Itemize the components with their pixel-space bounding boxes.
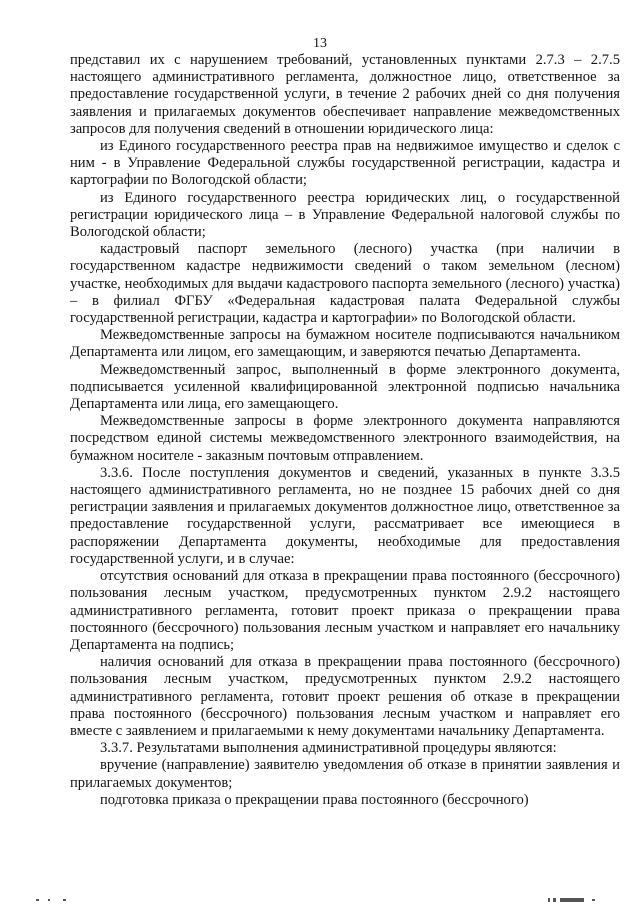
paragraph: из Единого государственного реестра прав на недвижимое имущество и сделок с ним - в Управление Федеральной службы государственной регистрации, кадастра и картографии по Вологодской области; <box>70 138 620 189</box>
page-number: 13 <box>313 36 327 51</box>
scan-dot <box>553 898 556 902</box>
paragraph: Межведомственные запросы на бумажном носителе подписываются начальником Департамента или лицом, его замещающим, и заверяются печатью Департамента. <box>70 327 620 361</box>
scan-dot <box>36 899 39 901</box>
paragraph: Межведомственные запросы в форме электронного документа направляются посредством единой системы межведомственного электронного взаимодействия, на бумажном носителе - заказным почтовым отправлением. <box>70 413 620 464</box>
scan-dot <box>48 899 50 901</box>
scan-dot <box>560 898 584 902</box>
scan-dot <box>63 899 66 901</box>
paragraph: отсутствия оснований для отказа в прекращении права постоянного (бессрочного) пользования лесным участком, предусмотренных пунктом 2.9.2 настоящего административного регламента, готовит проект приказа о прекращении права постоянного (бессрочного) пользования лесным участком и направляет его начальнику Департамента на подпись; <box>70 568 620 653</box>
paragraph: наличия оснований для отказа в прекращении права постоянного (бессрочного) пользования лесным участком, предусмотренных пунктом 2.9.2 настоящего административного регламента, готовит проект решения об отказе в прекращении права постоянного (бессрочного) пользования лесным участком и направляет его вместе с заявлением и прилагаемыми к нему документами начальнику Департамента. <box>70 654 620 739</box>
paragraph: кадастровый паспорт земельного (лесного) участка (при наличии в государственном кадастре недвижимости сведений о таком земельном (лесном) участке, необходимых для выдачи кадастрового паспорта земельного (лесного) участка) – в филиал ФГБУ «Федеральная кадастровая палата Федеральной службы государственной регистрации, кадастра и картографии» по Вологодской области. <box>70 241 620 327</box>
paragraph: Межведомственный запрос, выполненный в форме электронного документа, подписывается усиленной квалифицированной электронной подписью начальника Департамента или лица, его замещающего. <box>70 361 620 413</box>
document-body <box>70 52 620 809</box>
paragraph: из Единого государственного реестра юридических лиц, о государственной регистрации юридического лица – в Управление Федеральной налоговой службы по Вологодской области; <box>70 189 620 241</box>
scan-dot <box>592 899 595 901</box>
scan-artifacts <box>0 891 640 905</box>
scan-dot <box>548 898 550 902</box>
paragraph: 3.3.7. Результатами выполнения административной процедуры являются: <box>100 740 557 757</box>
paragraph: подготовка приказа о прекращении права постоянного (бессрочного) <box>100 791 529 808</box>
paragraph: представил их с нарушением требований, установленных пунктами 2.7.3 – 2.7.5 настоящего административного регламента, должностное лицо, ответственное за предоставление государственной услуги, в течение 2 рабочих дней со дня получения заявления и прилагаемых документов обеспечивает направление межведомственных запросов для получения сведений в отношении юридического лица: <box>70 52 620 137</box>
paragraph: вручение (направление) заявителю уведомления об отказе в принятии заявления и прилагаемых документов; <box>70 757 620 791</box>
paragraph: 3.3.6. После поступления документов и сведений, указанных в пункте 3.3.5 настоящего административного регламента, но не позднее 15 рабочих дней со дня регистрации заявления и прилагаемых документов должностное лицо, ответственное за предоставление государственной услуги, рассматривает все имеющиеся в распоряжении Департамента документы, необходимые для предоставления государственной услуги, и в случае: <box>70 464 620 567</box>
